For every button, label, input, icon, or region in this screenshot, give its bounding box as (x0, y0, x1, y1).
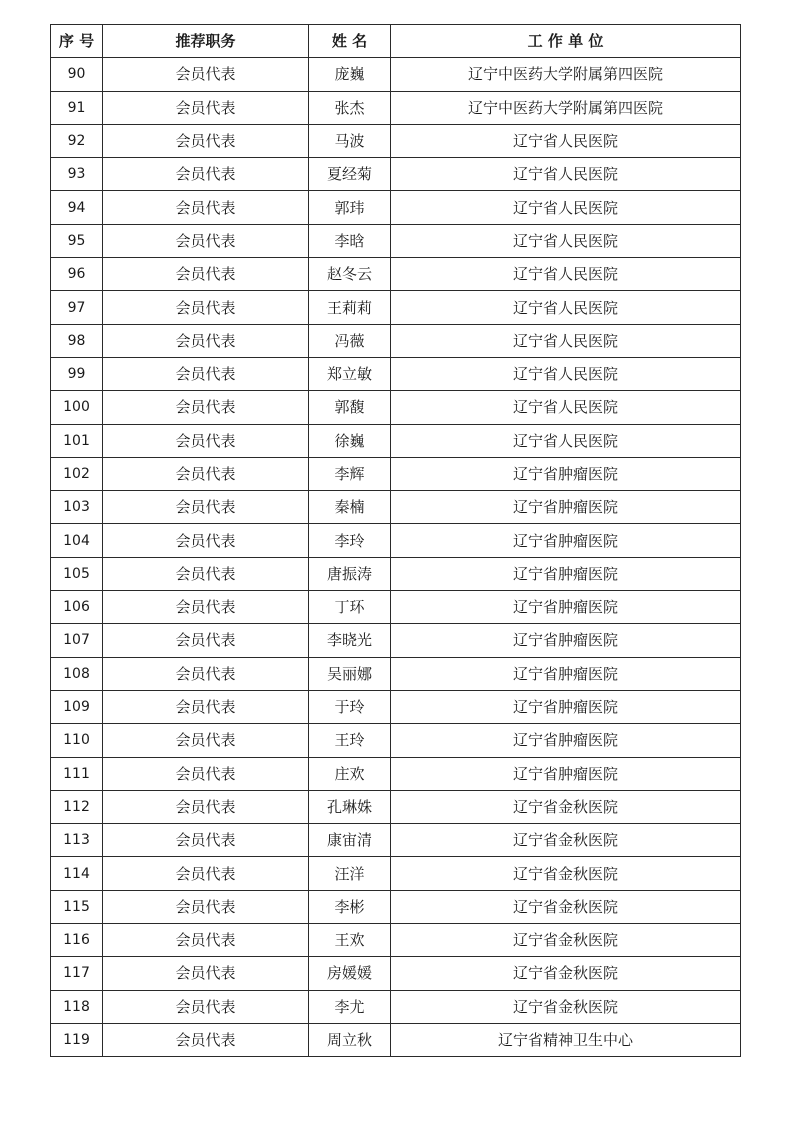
cell-unit: 辽宁省人民医院 (391, 324, 741, 357)
cell-name: 吴丽娜 (309, 657, 391, 690)
cell-role: 会员代表 (103, 690, 309, 723)
cell-name: 康宙清 (309, 824, 391, 857)
cell-name: 汪洋 (309, 857, 391, 890)
cell-number: 112 (51, 790, 103, 823)
cell-unit: 辽宁省人民医院 (391, 124, 741, 157)
cell-unit: 辽宁省金秋医院 (391, 857, 741, 890)
cell-number: 110 (51, 724, 103, 757)
cell-role: 会员代表 (103, 291, 309, 324)
table-row (51, 324, 741, 357)
table-row (51, 91, 741, 124)
table-row (51, 391, 741, 424)
cell-name: 丁环 (309, 591, 391, 624)
cell-role: 会员代表 (103, 957, 309, 990)
cell-name: 李晗 (309, 224, 391, 257)
cell-name: 李辉 (309, 457, 391, 490)
cell-unit: 辽宁省人民医院 (391, 191, 741, 224)
cell-unit: 辽宁省金秋医院 (391, 824, 741, 857)
cell-unit: 辽宁省肿瘤医院 (391, 690, 741, 723)
table-body (51, 58, 741, 1057)
cell-role: 会员代表 (103, 91, 309, 124)
cell-number: 107 (51, 624, 103, 657)
cell-unit: 辽宁省人民医院 (391, 158, 741, 191)
table-row (51, 557, 741, 590)
cell-number: 109 (51, 690, 103, 723)
cell-name: 周立秋 (309, 1023, 391, 1056)
table-row (51, 491, 741, 524)
cell-unit: 辽宁省肿瘤医院 (391, 491, 741, 524)
cell-role: 会员代表 (103, 424, 309, 457)
cell-name: 秦楠 (309, 491, 391, 524)
header-role: 推荐职务 (103, 25, 309, 58)
cell-name: 赵冬云 (309, 258, 391, 291)
cell-number: 103 (51, 491, 103, 524)
table-row (51, 591, 741, 624)
cell-unit: 辽宁省肿瘤医院 (391, 657, 741, 690)
cell-role: 会员代表 (103, 990, 309, 1023)
cell-role: 会员代表 (103, 557, 309, 590)
member-table (50, 24, 741, 1057)
cell-unit: 辽宁省金秋医院 (391, 957, 741, 990)
cell-unit: 辽宁省金秋医院 (391, 924, 741, 957)
cell-number: 92 (51, 124, 103, 157)
cell-unit: 辽宁省金秋医院 (391, 790, 741, 823)
cell-unit: 辽宁省人民医院 (391, 224, 741, 257)
table-row (51, 224, 741, 257)
table-row (51, 457, 741, 490)
cell-number: 116 (51, 924, 103, 957)
table-row (51, 524, 741, 557)
cell-role: 会员代表 (103, 1023, 309, 1056)
cell-role: 会员代表 (103, 824, 309, 857)
cell-role: 会员代表 (103, 158, 309, 191)
cell-role: 会员代表 (103, 124, 309, 157)
cell-number: 94 (51, 191, 103, 224)
table-row (51, 857, 741, 890)
header-number: 序 号 (51, 25, 103, 58)
table-row (51, 657, 741, 690)
cell-name: 徐巍 (309, 424, 391, 457)
cell-number: 95 (51, 224, 103, 257)
cell-unit: 辽宁省人民医院 (391, 291, 741, 324)
cell-unit: 辽宁省肿瘤医院 (391, 524, 741, 557)
cell-unit: 辽宁省人民医院 (391, 357, 741, 390)
cell-unit: 辽宁中医药大学附属第四医院 (391, 58, 741, 91)
cell-number: 113 (51, 824, 103, 857)
table-row (51, 624, 741, 657)
table-row (51, 424, 741, 457)
table-row (51, 890, 741, 923)
cell-unit: 辽宁省肿瘤医院 (391, 724, 741, 757)
cell-unit: 辽宁省人民医院 (391, 391, 741, 424)
cell-name: 郑立敏 (309, 357, 391, 390)
cell-role: 会员代表 (103, 224, 309, 257)
cell-name: 李尤 (309, 990, 391, 1023)
cell-role: 会员代表 (103, 258, 309, 291)
cell-role: 会员代表 (103, 790, 309, 823)
cell-number: 91 (51, 91, 103, 124)
cell-role: 会员代表 (103, 924, 309, 957)
cell-role: 会员代表 (103, 757, 309, 790)
cell-name: 孔琳姝 (309, 790, 391, 823)
table-row (51, 724, 741, 757)
cell-name: 王欢 (309, 924, 391, 957)
cell-name: 郭玮 (309, 191, 391, 224)
cell-role: 会员代表 (103, 457, 309, 490)
cell-number: 98 (51, 324, 103, 357)
cell-number: 96 (51, 258, 103, 291)
cell-name: 李彬 (309, 890, 391, 923)
cell-number: 105 (51, 557, 103, 590)
cell-role: 会员代表 (103, 324, 309, 357)
cell-name: 冯薇 (309, 324, 391, 357)
table-row (51, 690, 741, 723)
cell-number: 115 (51, 890, 103, 923)
table-row (51, 957, 741, 990)
cell-name: 庞巍 (309, 58, 391, 91)
cell-role: 会员代表 (103, 391, 309, 424)
cell-role: 会员代表 (103, 890, 309, 923)
cell-unit: 辽宁省精神卫生中心 (391, 1023, 741, 1056)
cell-number: 102 (51, 457, 103, 490)
cell-unit: 辽宁中医药大学附属第四医院 (391, 91, 741, 124)
cell-unit: 辽宁省肿瘤医院 (391, 624, 741, 657)
table-row (51, 191, 741, 224)
table-header-row (51, 25, 741, 58)
cell-role: 会员代表 (103, 491, 309, 524)
cell-name: 房媛媛 (309, 957, 391, 990)
cell-number: 99 (51, 357, 103, 390)
table-row (51, 757, 741, 790)
table-row (51, 58, 741, 91)
table-row (51, 357, 741, 390)
cell-number: 97 (51, 291, 103, 324)
cell-name: 庄欢 (309, 757, 391, 790)
cell-number: 90 (51, 58, 103, 91)
cell-role: 会员代表 (103, 591, 309, 624)
cell-name: 马波 (309, 124, 391, 157)
cell-name: 唐振涛 (309, 557, 391, 590)
cell-role: 会员代表 (103, 857, 309, 890)
cell-role: 会员代表 (103, 524, 309, 557)
cell-name: 李玲 (309, 524, 391, 557)
cell-unit: 辽宁省金秋医院 (391, 890, 741, 923)
cell-name: 于玲 (309, 690, 391, 723)
cell-role: 会员代表 (103, 191, 309, 224)
cell-number: 118 (51, 990, 103, 1023)
header-name: 姓 名 (309, 25, 391, 58)
table-row (51, 924, 741, 957)
cell-number: 111 (51, 757, 103, 790)
cell-name: 王玲 (309, 724, 391, 757)
cell-number: 100 (51, 391, 103, 424)
cell-name: 王莉莉 (309, 291, 391, 324)
cell-number: 93 (51, 158, 103, 191)
cell-unit: 辽宁省肿瘤医院 (391, 757, 741, 790)
cell-unit: 辽宁省肿瘤医院 (391, 557, 741, 590)
cell-unit: 辽宁省人民医院 (391, 424, 741, 457)
cell-number: 104 (51, 524, 103, 557)
table-row (51, 291, 741, 324)
cell-name: 夏经菊 (309, 158, 391, 191)
table-row (51, 990, 741, 1023)
cell-unit: 辽宁省金秋医院 (391, 990, 741, 1023)
table-row (51, 258, 741, 291)
cell-number: 108 (51, 657, 103, 690)
table-row (51, 1023, 741, 1056)
table-row (51, 124, 741, 157)
cell-role: 会员代表 (103, 724, 309, 757)
document-page (50, 24, 740, 1057)
cell-number: 119 (51, 1023, 103, 1056)
cell-unit: 辽宁省人民医院 (391, 258, 741, 291)
table-row (51, 790, 741, 823)
cell-number: 117 (51, 957, 103, 990)
cell-role: 会员代表 (103, 624, 309, 657)
cell-role: 会员代表 (103, 58, 309, 91)
cell-role: 会员代表 (103, 657, 309, 690)
cell-role: 会员代表 (103, 357, 309, 390)
cell-number: 101 (51, 424, 103, 457)
cell-unit: 辽宁省肿瘤医院 (391, 457, 741, 490)
cell-number: 114 (51, 857, 103, 890)
table-row (51, 158, 741, 191)
cell-name: 郭馥 (309, 391, 391, 424)
cell-name: 李晓光 (309, 624, 391, 657)
cell-unit: 辽宁省肿瘤医院 (391, 591, 741, 624)
header-unit: 工 作 单 位 (391, 25, 741, 58)
table-row (51, 824, 741, 857)
cell-number: 106 (51, 591, 103, 624)
cell-name: 张杰 (309, 91, 391, 124)
